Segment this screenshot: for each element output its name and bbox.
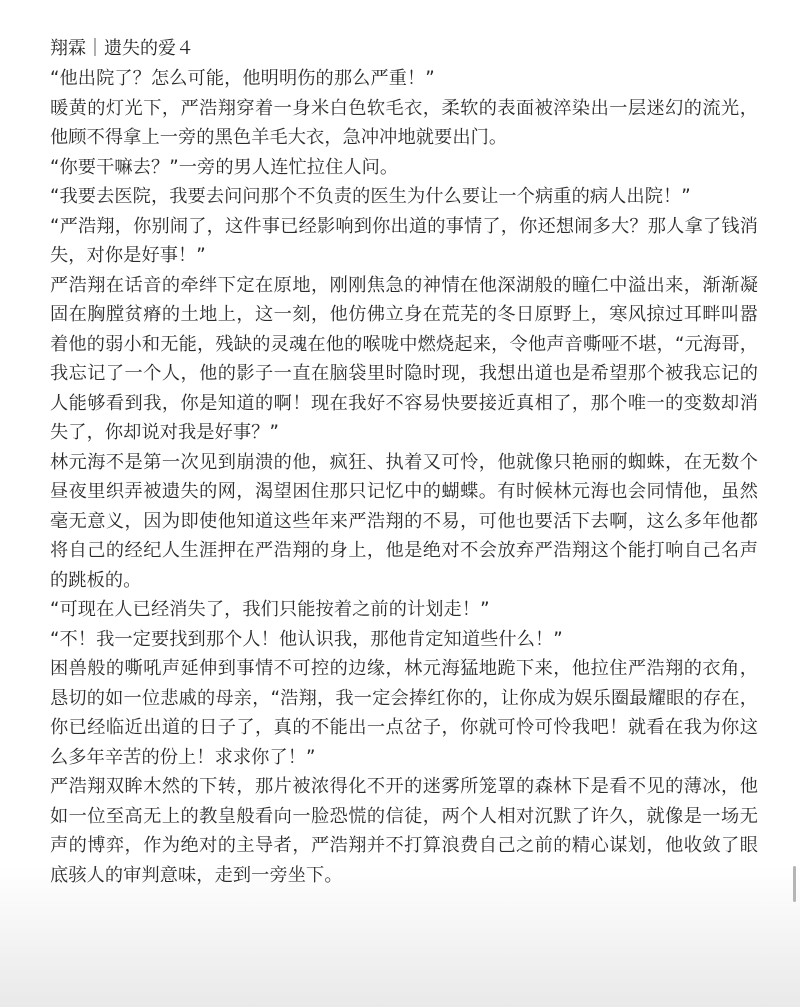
scrollbar-thumb[interactable] — [793, 866, 796, 902]
document-title: 翔霖｜遗失的爱４ — [50, 38, 194, 59]
paragraph: 严浩翔在话音的牵绊下定在原地，刚刚焦急的神情在他深湖般的瞳仁中溢出来，渐渐凝固在胸膛贫瘠的土地上，这一刻，他仿佛立身在荒芜的冬日原野上，寒风掠过耳畔叫嚣着他的弱小和无能，残缺的灵魂在他的喉咙中燃烧起来，令他声音嘶哑不堪，“元海哥，我忘记了一个人，他的影子一直在脑袋里时隐时现，我想出道也是希望那个被我忘记的人能够看到我，你是知道的啊！现在我好不容易快要接近真相了，那个唯一的变数却消失了，你却说对我是好事？” — [50, 274, 758, 443]
paragraph: “你要干嘛去？”一旁的男人连忙拉住人问。 — [50, 156, 399, 178]
paragraph: “他出院了？怎么可能，他明明伤的那么严重！” — [50, 68, 435, 89]
paragraph: 严浩翔双眸木然的下转，那片被浓得化不开的迷雾所笼罩的森林下是看不见的薄冰，他如一位至高无上的教皇般看向一脸恐慌的信徒，两个人相对沉默了许久，就像是一场无声的博弈，作为绝对的主导者，严浩翔并不打算浪费自己之前的精心谋划，他收敛了眼底骇人的审判意味，走到一旁坐下。 — [50, 776, 758, 886]
paragraph: “严浩翔，你别闹了，这件事已经影响到你出道的事情了，你还想闹多大？那人拿了钱消失，对你是好事！” — [50, 215, 758, 266]
paragraph: 困兽般的嘶吼声延伸到事情不可控的边缘，林元海猛地跪下来，他拉住严浩翔的衣角，恳切的如一位悲戚的母亲，“浩翔，我一定会捧红你的，让你成为娱乐圈最耀眼的存在，你已经临近出道的日子了，真的不能出一点岔子，你就可怜可怜我吧！就看在我为你这么多年辛苦的份上！求求你了！” — [50, 658, 758, 768]
document — [50, 36, 758, 890]
paragraph: 暖黄的灯光下，严浩翔穿着一身米白色软毛衣，柔软的表面被淬染出一层迷幻的流光，他顾不得拿上一旁的黑色羊毛大衣，急冲冲地就要出门。 — [50, 97, 758, 148]
paragraph: “我要去医院，我要去问问那个不负责的医生为什么要让一个病重的病人出院！” — [50, 186, 691, 207]
paragraph: 林元海不是第一次见到崩溃的他，疯狂、执着又可怜，他就像只艳丽的蜘蛛，在无数个昼夜里织弄被遗失的网，渴望困住那只记忆中的蝴蝶。有时候林元海也会同情他，虽然毫无意义，因为即使他知道这些年来严浩翔的不易，可他也要活下去啊，这么多年他都将自己的经纪人生涯押在严浩翔的身上，他是绝对不会放弃严浩翔这个能打响自己名声的跳板的。 — [50, 451, 758, 591]
paragraph: “不！我一定要找到那个人！他认识我，那他肯定知道些什么！” — [50, 628, 563, 650]
paragraph: “可现在人已经消失了，我们只能按着之前的计划走！” — [50, 599, 490, 620]
